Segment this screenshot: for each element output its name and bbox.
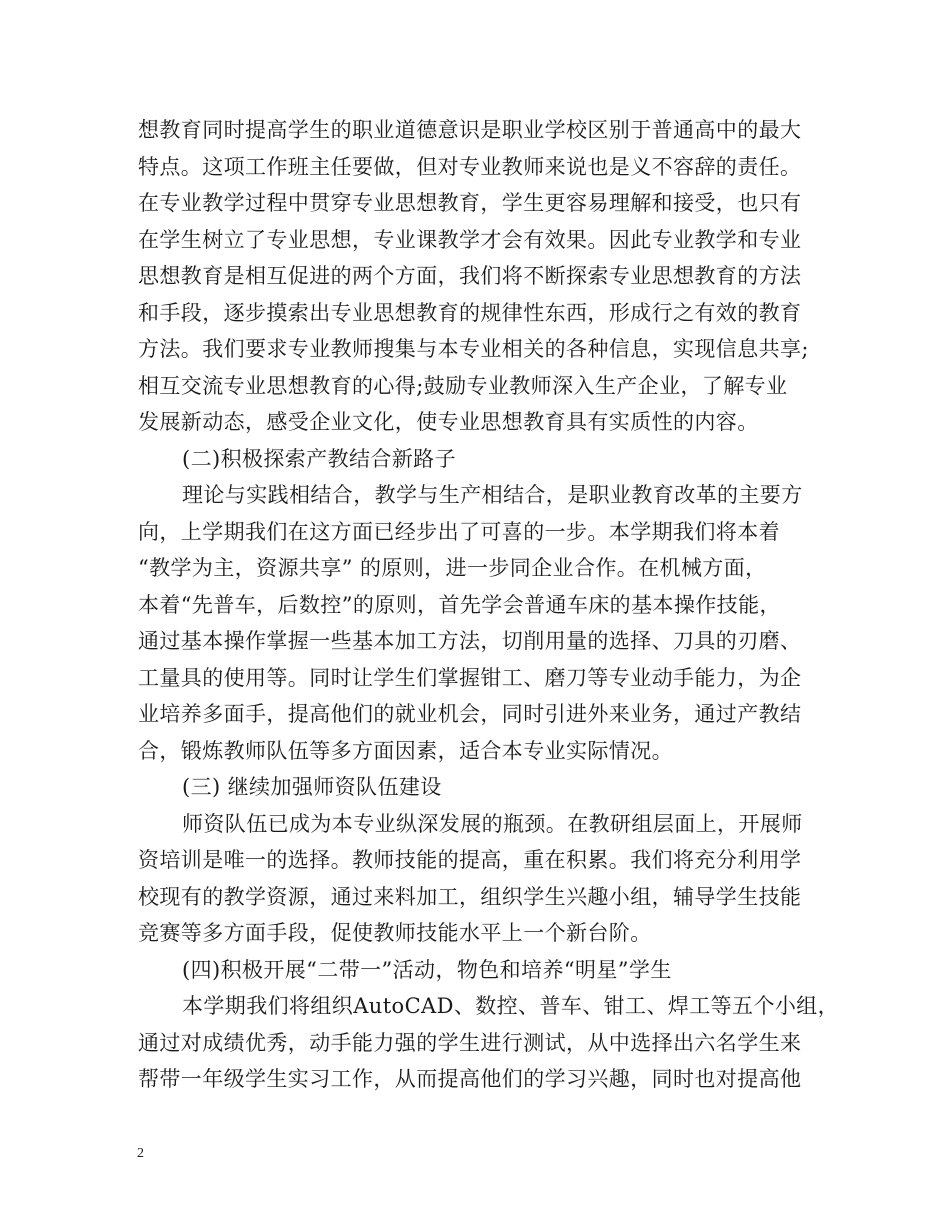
text-line: 理论与实践相结合，教学与生产相结合，是职业教育改革的主要方 bbox=[182, 483, 803, 507]
text-line: 竞赛等多方面手段，促使教师技能水平上一个新台阶。 bbox=[138, 921, 652, 945]
text-line: 本学期我们将组织AutoCAD、数控、普车、钳工、焊工等五个小组， bbox=[182, 994, 840, 1018]
text-line: 相互交流专业思想教育的心得;鼓励专业教师深入生产企业，了解专业 bbox=[138, 373, 788, 398]
page-number: 2 bbox=[137, 1146, 144, 1161]
text-line: 合，锻炼教师队伍等多方面因素，适合本专业实际情况。 bbox=[138, 738, 673, 763]
text-line: 通过对成绩优秀，动手能力强的学生进行测试，从中选择出六名学生来 bbox=[138, 1030, 802, 1055]
text-line: (四)积极开展“二带一”活动，物色和培养“明星”学生 bbox=[182, 957, 672, 982]
text-line: (三) 继续加强师资队伍建设 bbox=[182, 775, 442, 799]
text-line: 和手段，逐步摸索出专业思想教育的规律性东西，形成行之有效的教育 bbox=[138, 300, 802, 325]
text-line: 帮带一年级学生实习工作，从而提高他们的学习兴趣，同时也对提高他 bbox=[138, 1067, 802, 1091]
text-line: 业培养多面手，提高他们的就业机会，同时引进外来业务，通过产教结 bbox=[138, 702, 802, 726]
body-text bbox=[138, 112, 840, 1098]
text-line: 方法。我们要求专业教师搜集与本专业相关的各种信息，实现信息共享; bbox=[138, 337, 809, 361]
text-line: 本着“先普车，后数控”的原则，首先学会普通车床的基本操作技能， bbox=[138, 592, 781, 617]
text-line: 向，上学期我们在这方面已经步出了可喜的一步。本学期我们将本着 bbox=[138, 519, 780, 544]
text-line: 校现有的教学资源，通过来料加工，组织学生兴趣小组，辅导学生技能 bbox=[138, 884, 802, 909]
text-line: 在学生树立了专业思想，专业课教学才会有效果。因此专业教学和专业 bbox=[138, 227, 802, 252]
text-line: 思想教育是相互促进的两个方面，我们将不断探索专业思想教育的方法 bbox=[138, 264, 802, 288]
text-line: 工量具的使用等。同时让学生们掌握钳工、磨刀等专业动手能力，为企 bbox=[138, 665, 802, 690]
text-line: 发展新动态，感受企业文化，使专业思想教育具有实质性的内容。 bbox=[138, 410, 759, 434]
text-line: 特点。这项工作班主任要做，但对专业教师来说也是义不容辞的责任。 bbox=[138, 154, 802, 179]
text-line: 师资队伍已成为本专业纵深发展的瓶颈。在教研组层面上，开展师 bbox=[182, 811, 803, 836]
text-line: 在专业教学过程中贯穿专业思想教育，学生更容易理解和接受，也只有 bbox=[138, 191, 802, 215]
text-line: 想教育同时提高学生的职业道德意识是职业学校区别于普通高中的最大 bbox=[138, 118, 802, 142]
text-line: “教学为主，资源共享” 的原则，进一步同企业合作。在机械方面， bbox=[138, 556, 767, 580]
text-line: (二)积极探索产教结合新路子 bbox=[182, 446, 456, 471]
text-line: 通过基本操作掌握一些基本加工方法，切削用量的选择、刀具的刃磨、 bbox=[138, 629, 802, 653]
text-line: 资培训是唯一的选择。教师技能的提高，重在积累。我们将充分利用学 bbox=[138, 848, 802, 872]
